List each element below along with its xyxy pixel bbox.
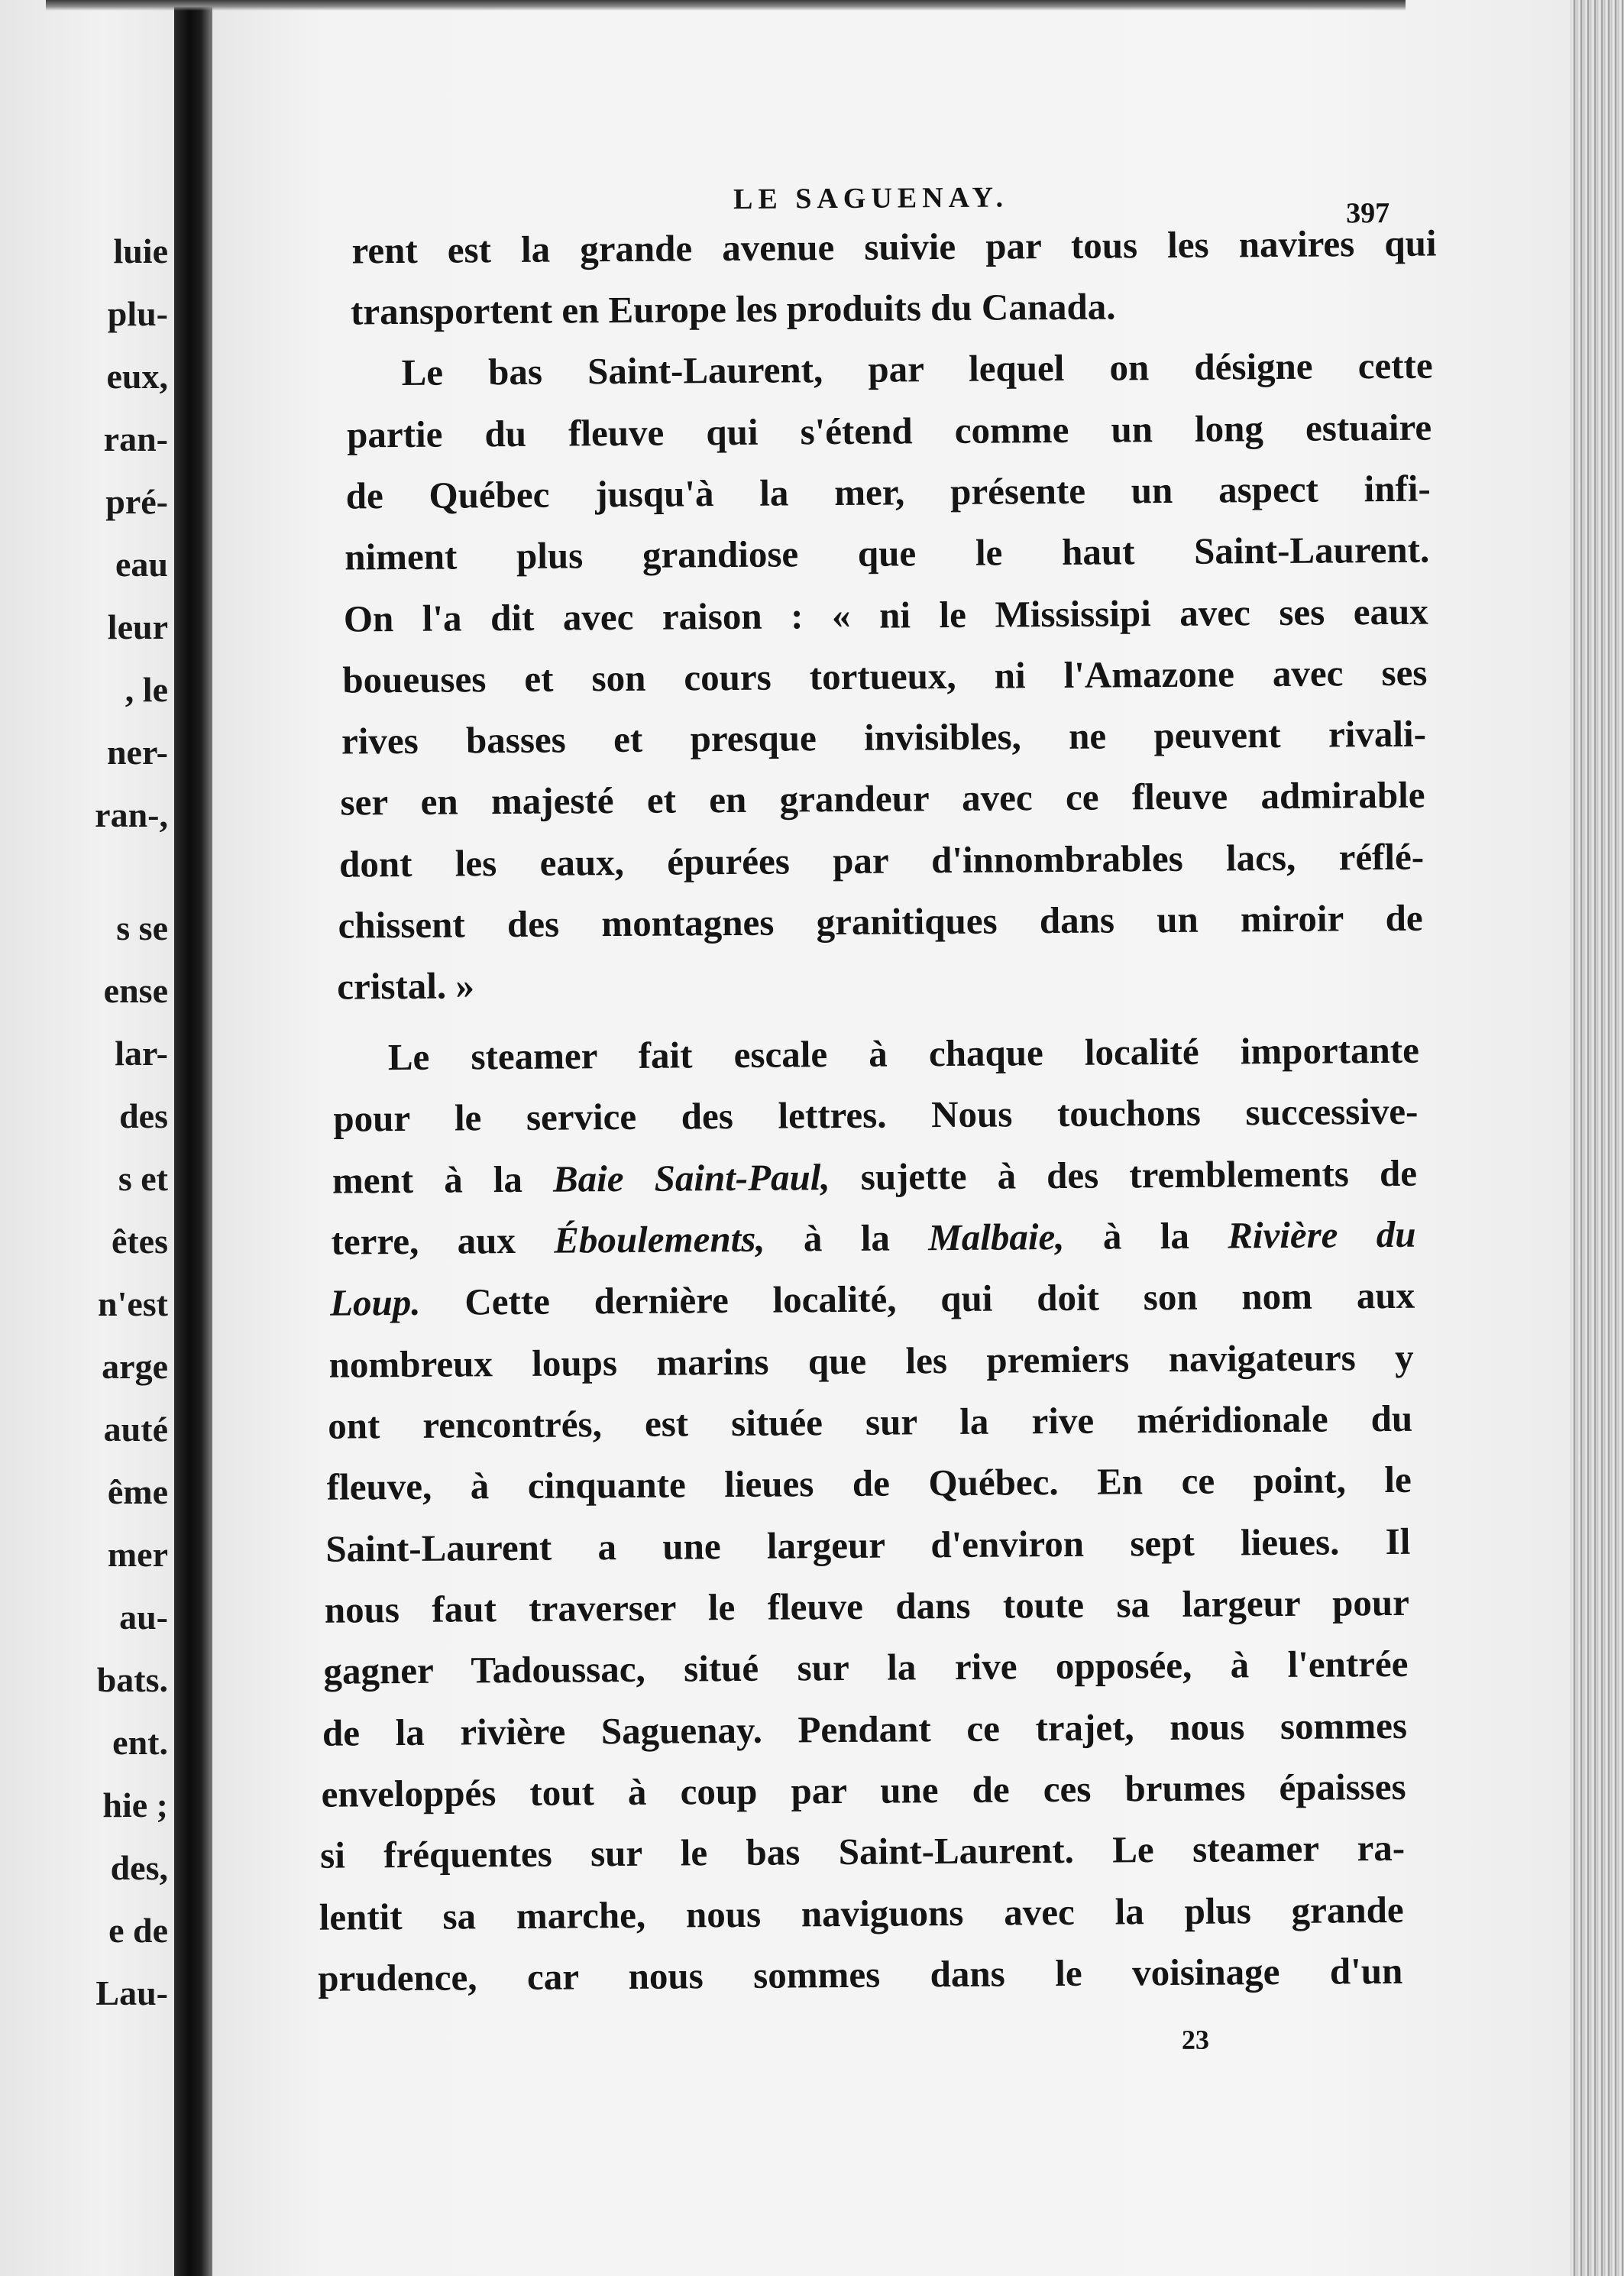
- signature-mark: 23: [1181, 2024, 1210, 2055]
- left-page-fragment: ran-,: [95, 795, 168, 834]
- page-number: 397: [1346, 196, 1390, 230]
- text-run: [420, 1280, 464, 1323]
- left-page-fragment: ner-: [106, 733, 168, 772]
- text-line: fleuve, à cinquante lieues de Québec. En ce point, le: [326, 1458, 1412, 1508]
- text-run: Cette dernière localité, qui doit son nom aux: [464, 1274, 1415, 1323]
- text-line: Le steamer fait escale à chaque localité importante: [387, 1028, 1420, 1079]
- left-page-fragment: n'est: [98, 1284, 168, 1323]
- left-page-fragment: s et: [118, 1159, 168, 1198]
- text-line: de Québec jusqu'à la mer, présente un aspect infi-: [345, 467, 1431, 517]
- left-page-fragment: auté: [103, 1410, 168, 1449]
- text-line: gagner Tadoussac, situé sur la rive opposée, à l'entrée: [323, 1642, 1409, 1692]
- text-line: enveloppés tout à coup par une de ces brumes épaisses: [321, 1765, 1406, 1815]
- text-line: partie du fleuve qui s'étend comme un long estuaire: [346, 406, 1432, 456]
- text-line: dont les eaux, épurées par d'innombrables lacs, réflé-: [338, 835, 1425, 885]
- left-page-fragment: lar-: [115, 1034, 168, 1073]
- place-name: Éboulements,: [554, 1217, 765, 1261]
- left-page-fragment: leur: [107, 607, 168, 646]
- text-line: Saint-Laurent a une largeur d'environ sept lieues. Il: [325, 1520, 1411, 1570]
- text-line: nombreux loups marins que les premiers navigateurs y: [328, 1335, 1414, 1386]
- left-page-fragment: ême: [107, 1472, 168, 1511]
- place-name: Loup.: [329, 1280, 421, 1324]
- text-run: ment à la: [332, 1157, 554, 1202]
- text-line: chissent des montagnes granitiques dans un miroir de: [338, 896, 1423, 947]
- text-line: ser en majesté et en grandeur avec ce fleuve admirable: [340, 773, 1425, 824]
- left-page-fragment: plu-: [107, 294, 168, 333]
- left-page-fragment: ent.: [112, 1723, 168, 1762]
- text-line: [331, 1213, 1415, 1264]
- text-line: si fréquentes sur le bas Saint-Laurent. Le steamer ra-: [319, 1826, 1406, 1876]
- left-page-fragment: ran-: [103, 419, 168, 458]
- left-page-fragment: eau: [115, 545, 168, 584]
- text-line: cristal. »: [337, 964, 475, 1008]
- text-line: rives basses et presque invisibles, ne peuvent rivali-: [341, 712, 1427, 762]
- left-page-fragment: au-: [119, 1598, 168, 1637]
- left-page-fragment: Lau-: [95, 1973, 168, 2012]
- text-line: ont rencontrés, est située sur la rive méridionale du: [328, 1397, 1413, 1447]
- text-line: pour le service des lettres. Nous touchons successive-: [333, 1089, 1419, 1140]
- left-page-fragment: ense: [103, 971, 168, 1010]
- left-page-fragment: s se: [116, 908, 168, 947]
- text-line: prudence, car nous sommes dans le voisinage d'un: [318, 1949, 1403, 1999]
- left-page-fragment: pré-: [105, 482, 168, 521]
- left-page-fragment: des,: [110, 1848, 168, 1887]
- running-title: LE SAGUENAY.: [733, 181, 1009, 215]
- left-page-fragment: , le: [125, 670, 168, 709]
- left-page-fragment: arge: [102, 1347, 168, 1386]
- text-line: lentit sa marche, nous naviguons avec la plus grande: [319, 1888, 1404, 1938]
- text-run: terre, aux: [331, 1219, 516, 1263]
- text-line: [330, 1274, 1415, 1325]
- text-line: [332, 1152, 1417, 1203]
- text-run: sujette à des tremblements de: [830, 1151, 1418, 1199]
- left-page-fragment: des: [119, 1096, 168, 1135]
- text-line: nous faut traverser le fleuve dans toute sa largeur pour: [324, 1581, 1410, 1631]
- left-page-fragment: luie: [113, 231, 168, 270]
- text-line: niment plus grandiose que le haut Saint-Laurent.: [345, 528, 1430, 578]
- left-page-fragment: êtes: [111, 1222, 168, 1261]
- left-page-fragment: hie ;: [102, 1786, 168, 1824]
- text-line: de la rivière Saguenay. Pendant ce trajet, nous sommes: [322, 1704, 1408, 1754]
- text-line: On l'a dit avec raison : « ni le Mississipi avec ses eaux: [343, 590, 1429, 640]
- text-run: à la: [1064, 1214, 1228, 1258]
- left-page-fragment: e de: [108, 1911, 168, 1950]
- text-line: transportent en Europe les produits du Canada.: [350, 285, 1116, 333]
- left-page-fragment: eux,: [106, 357, 168, 396]
- place-name: Malbaie,: [928, 1215, 1065, 1259]
- place-name: Rivière du: [1228, 1212, 1416, 1257]
- left-page-fragment: bats.: [96, 1660, 168, 1699]
- text-line: Le bas Saint-Laurent, par lequel on désigne cette: [401, 344, 1433, 393]
- left-page-fragment: mer: [107, 1535, 168, 1574]
- text-line: rent est la grande avenue suivie par tous les navires qui: [351, 222, 1437, 272]
- text-line: boueuses et son cours tortueux, ni l'Amazone avec ses: [342, 651, 1428, 701]
- place-name: Baie Saint-Paul,: [552, 1156, 830, 1200]
- text-run: à la: [765, 1216, 929, 1260]
